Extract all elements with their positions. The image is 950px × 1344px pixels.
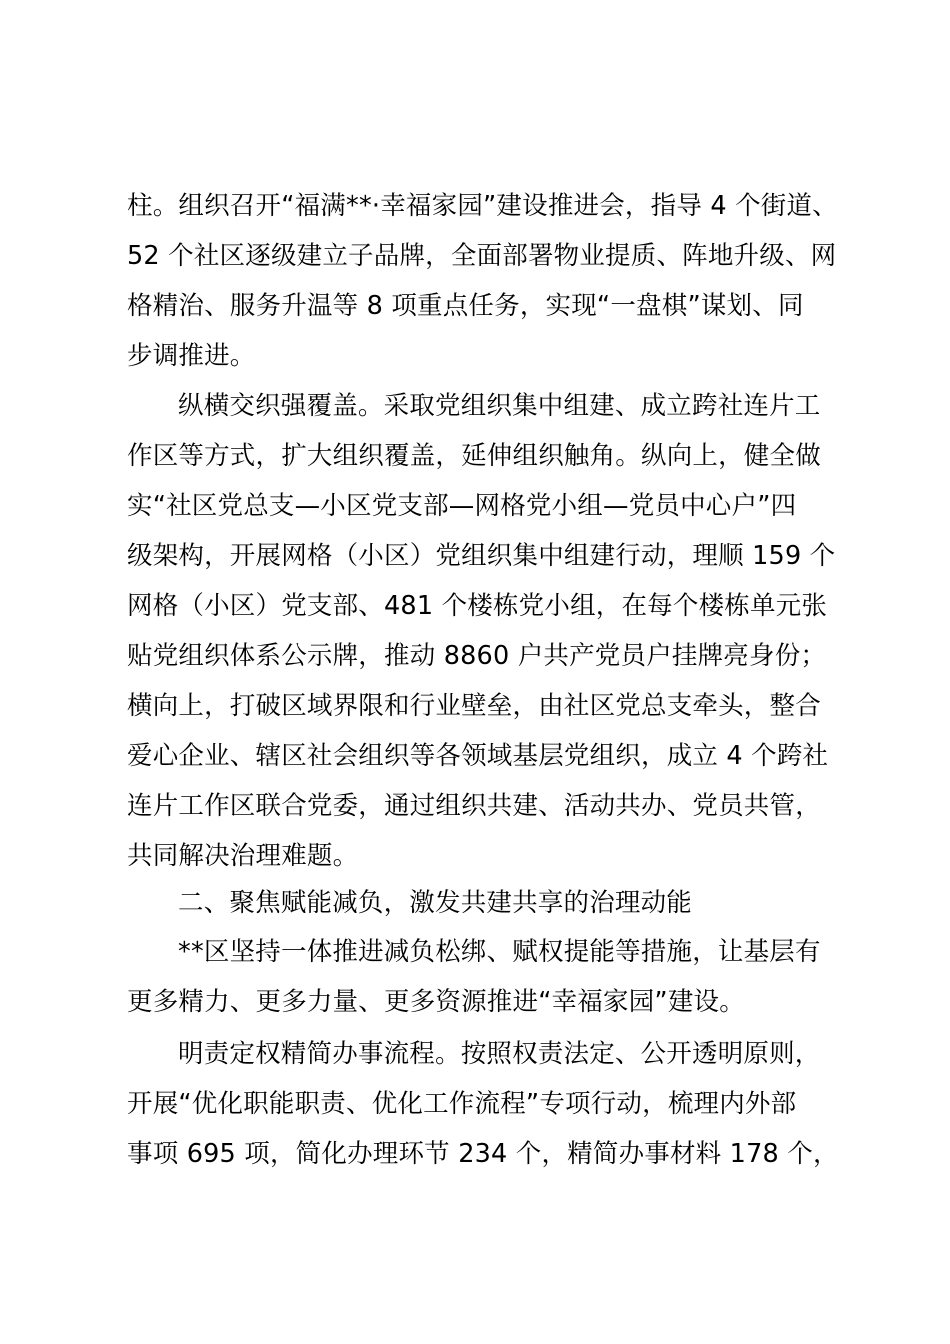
text-line: 事项 695 项，简化办理环节 234 个，精简办事材料 178 个， <box>127 1139 839 1169</box>
paragraph-start: **区坚持一体推进减负松绑、赋权提能等措施，让基层有 <box>178 937 821 967</box>
text-line: 贴党组织体系公示牌，推动 8860 户共产党员户挂牌亮身份； <box>127 641 827 671</box>
section-heading: 二、聚焦赋能减负，激发共建共享的治理动能 <box>178 888 693 918</box>
text-line: 52 个社区逐级建立子品牌，全面部署物业提质、阵地升级、网 <box>127 241 837 271</box>
text-line: 步调推进。 <box>127 341 256 371</box>
text-line: 实“社区党总支—小区党支部—网格党小组—党员中心户”四 <box>127 491 797 521</box>
text-line: 爱心企业、辖区社会组织等各领域基层党组织，成立 4 个跨社 <box>127 741 829 771</box>
text-line: 更多精力、更多力量、更多资源推进“幸福家园”建设。 <box>127 987 745 1017</box>
text-line: 横向上，打破区域界限和行业壁垒，由社区党总支牵头，整合 <box>127 691 821 721</box>
paragraph-heading: 纵横交织强覆盖。采取党组织集中组建、成立跨社连片工 <box>178 391 821 421</box>
text-line: 连片工作区联合党委，通过组织共建、活动共办、党员共管， <box>127 791 821 821</box>
paragraph-heading: 明责定权精简办事流程。按照权责法定、公开透明原则， <box>178 1039 821 1069</box>
text-line: 格精治、服务升温等 8 项重点任务，实现“一盘棋”谋划、同 <box>127 291 804 321</box>
text-line: 级架构，开展网格（小区）党组织集中组建行动，理顺 159 个 <box>127 541 836 571</box>
text-line: 共同解决治理难题。 <box>127 841 359 871</box>
text-line: 开展“优化职能职责、优化工作流程”专项行动，梳理内外部 <box>127 1089 797 1119</box>
text-line: 作区等方式，扩大组织覆盖，延伸组织触角。纵向上，健全做 <box>127 441 821 471</box>
text-line: 柱。组织召开“福满**·幸福家园”建设推进会，指导 4 个街道、 <box>127 191 838 221</box>
text-line: 网格（小区）党支部、481 个楼栋党小组，在每个楼栋单元张 <box>127 591 828 621</box>
